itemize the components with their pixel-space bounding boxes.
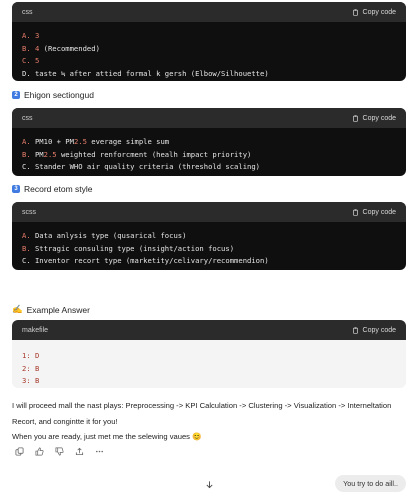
code-header — [12, 202, 406, 222]
scroll-down-icon[interactable] — [202, 477, 216, 491]
copy-code-label: Copy code — [362, 326, 396, 334]
code-line: 1: D — [22, 351, 40, 360]
message-actions — [14, 446, 104, 456]
number-badge-icon: 2 — [12, 91, 20, 99]
code-line: B. Sttragic consuling type (insight/action focus) — [22, 243, 235, 253]
code-body — [12, 22, 406, 81]
code-header — [12, 320, 406, 340]
code-block-1 — [12, 2, 406, 81]
section-heading-3 — [12, 184, 93, 194]
clipboard-icon — [352, 9, 359, 16]
suggestion-pill[interactable]: You try to do aill.. — [335, 475, 406, 492]
writing-hand-icon: ✍️ — [12, 304, 23, 314]
clipboard-icon — [352, 115, 359, 122]
code-line: C. Inventor recort type (marketity/celivary/recommendion) — [22, 256, 269, 265]
copy-code-label: Copy code — [362, 208, 396, 216]
copy-code-button[interactable] — [352, 115, 396, 122]
code-line: A. Data anlysis type (qusarical focus) — [22, 231, 187, 240]
thumbs-up-icon[interactable] — [34, 446, 44, 456]
section-heading-text: Ehigon sectiongud — [24, 90, 94, 100]
example-answer-heading — [12, 304, 90, 315]
code-language-label: css — [22, 114, 33, 122]
code-block-4 — [12, 320, 406, 388]
copy-code-button[interactable] — [352, 9, 396, 16]
number-badge-icon: 3 — [12, 185, 20, 193]
code-language-label: makefile — [22, 326, 49, 334]
code-body — [12, 128, 406, 176]
code-body — [12, 222, 406, 270]
thumbs-down-icon[interactable] — [54, 446, 64, 456]
code-block-3 — [12, 202, 406, 270]
more-options-icon[interactable] — [94, 446, 104, 456]
share-icon[interactable] — [74, 446, 84, 456]
code-line: 2: B — [22, 363, 40, 373]
code-line: C. Stander WHO air quality criteria (threshold scaling) — [22, 162, 260, 171]
code-line: C. 5 — [22, 56, 40, 65]
code-block-2 — [12, 108, 406, 176]
section-heading-2 — [12, 90, 94, 100]
copy-code-label: Copy code — [362, 114, 396, 122]
example-answer-text: Example Answer — [26, 304, 90, 315]
paragraph: I will proceed mall the nast plays: Preprocessing -> KPI Calculation -> Clustering -> Visualization -> Interneltation Recort, and congintte it for you! — [12, 401, 392, 426]
section-heading-text: Record etom style — [24, 184, 93, 194]
code-line: B. PM2.5 weighted renforcment (healh impact priority) — [22, 149, 252, 159]
paragraph: When you are ready, just met me the selewing vaues 😊 — [12, 432, 202, 441]
code-language-label: css — [22, 8, 33, 16]
clipboard-icon — [352, 209, 359, 216]
code-line: A. 3 — [22, 31, 40, 40]
code-line: 3: B — [22, 376, 40, 385]
clipboard-icon — [352, 327, 359, 334]
copy-code-button[interactable] — [352, 209, 396, 216]
code-header — [12, 2, 406, 22]
code-header — [12, 108, 406, 128]
copy-code-button[interactable] — [352, 327, 396, 334]
assistant-message-text — [12, 398, 408, 445]
code-body — [12, 340, 406, 388]
code-language-label: scss — [22, 208, 36, 216]
code-line: B. 4 (Recommended) — [22, 43, 100, 53]
code-line: A. PM10 + PM2.5 everage simple sum — [22, 137, 170, 146]
copy-code-label: Copy code — [362, 8, 396, 16]
code-line: D. taste ≒ after attied formal k gersh (Elbow/Silhouette) — [22, 68, 269, 78]
copy-icon[interactable] — [14, 446, 24, 456]
